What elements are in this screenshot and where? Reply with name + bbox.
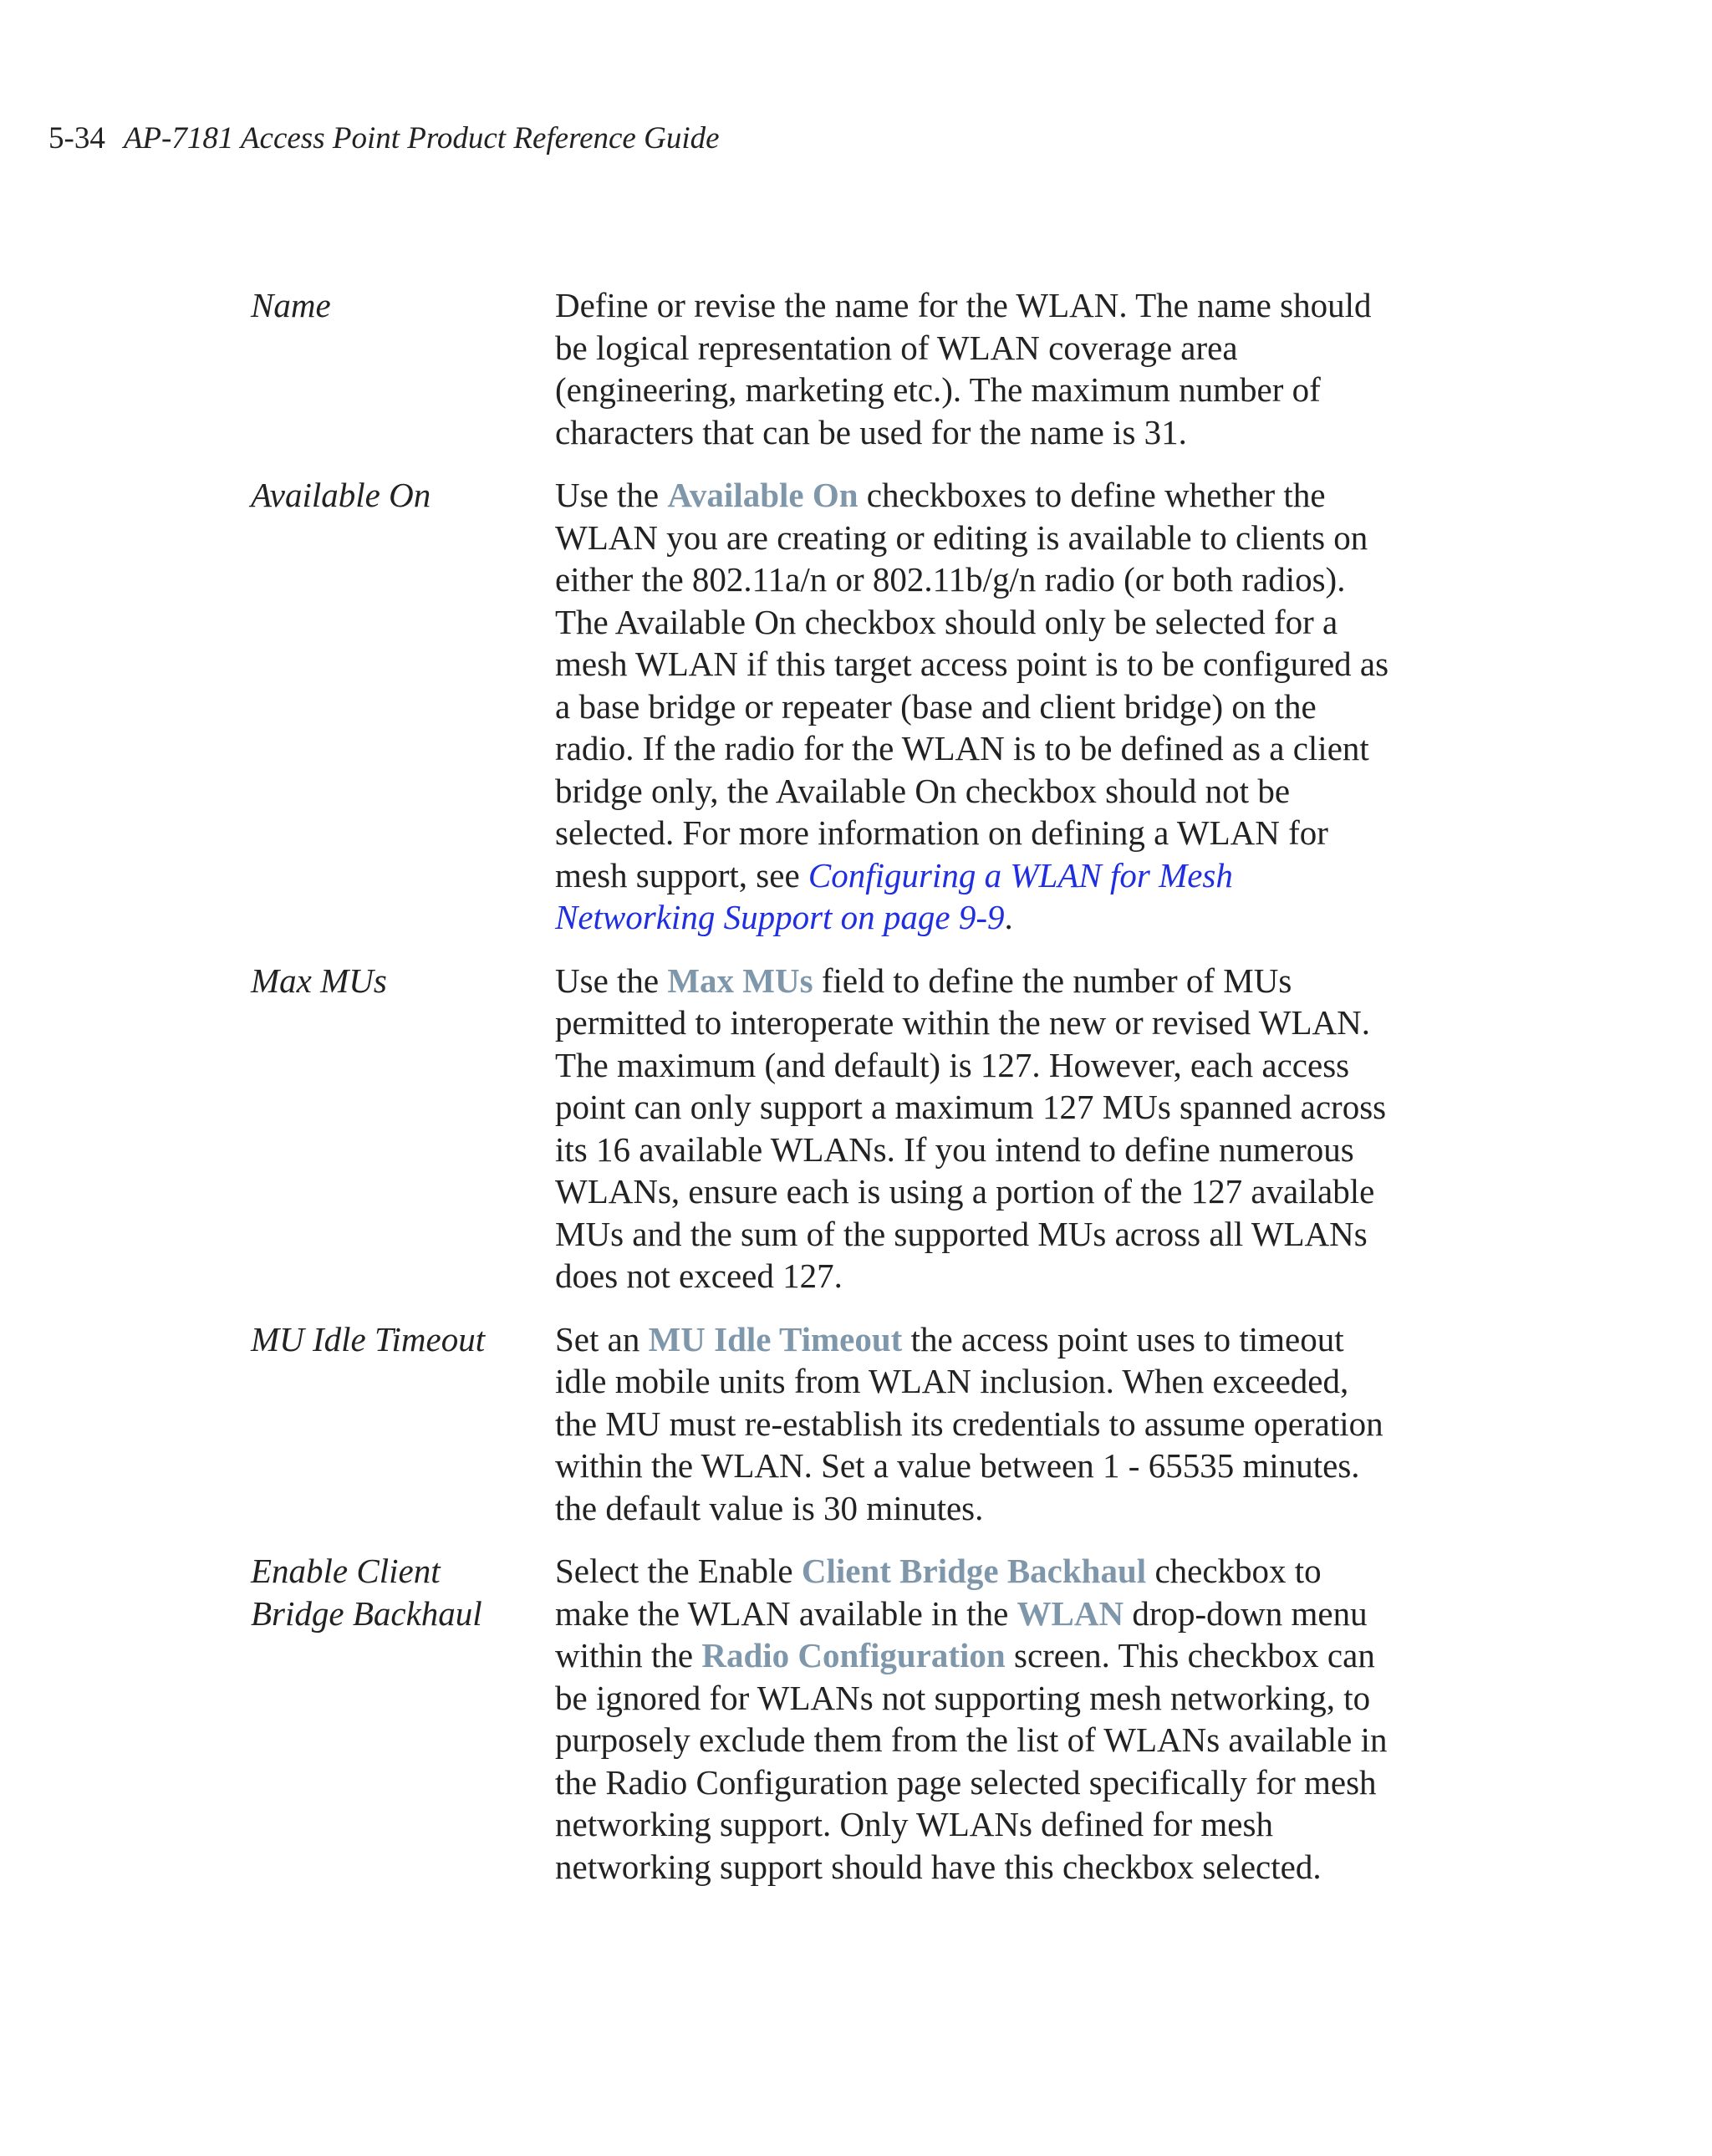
term-line: Available On [251, 476, 431, 514]
text-run: purposely exclude them from the list of WLANs available in [555, 1720, 1388, 1759]
text-run: field to define the number of MUs [813, 961, 1292, 1000]
term-label [251, 1318, 555, 1361]
page-number: 5-34 [48, 121, 105, 155]
description-line [555, 474, 1408, 517]
term-line: Name [251, 286, 331, 324]
text-run: WLAN you are creating or editing is available to clients on [555, 517, 1368, 557]
text-run: idle mobile units from WLAN inclusion. When exceeded, [555, 1362, 1349, 1400]
text-run: networking support should have this checkbox selected. [555, 1847, 1322, 1886]
cross-reference-link[interactable]: Networking Support on page 9-9 [555, 898, 1005, 936]
ui-keyword: Client Bridge Backhaul [801, 1552, 1147, 1590]
term-label [251, 284, 555, 327]
description-line [555, 896, 1408, 939]
text-run: networking support. Only WLANs defined for mesh [555, 1805, 1273, 1843]
description-line [555, 1213, 1408, 1256]
ui-keyword: Available On [667, 476, 859, 514]
text-run: bridge only, the Available On checkbox should not be [555, 771, 1291, 810]
text-run: does not exceed 127. [555, 1256, 843, 1295]
term-line: Enable Client [251, 1552, 441, 1590]
guide-title: AP-7181 Access Point Product Reference Guide [123, 121, 720, 155]
description-line [555, 558, 1408, 601]
definition-row [251, 284, 1421, 453]
text-run: point can only support a maximum 127 MUs spanned across [555, 1088, 1387, 1126]
text-run: Define or revise the name for the WLAN. The name should [555, 286, 1372, 324]
description-line [555, 1086, 1408, 1129]
term-line: MU Idle Timeout [251, 1319, 486, 1358]
description-line [555, 1719, 1408, 1761]
definition-row [251, 1550, 1421, 1888]
description-line [555, 1803, 1408, 1846]
description-line [555, 411, 1408, 454]
text-run: The Available On checkbox should only be selected for a [555, 602, 1338, 641]
text-run: WLANs, ensure each is using a portion of the 127 available [555, 1172, 1375, 1211]
text-run: be ignored for WLANs not supporting mesh networking, to [555, 1678, 1371, 1717]
description-line [555, 1550, 1408, 1593]
description-line [555, 1445, 1408, 1487]
text-run: make the WLAN available in the [555, 1593, 1017, 1633]
description-line [555, 1318, 1408, 1361]
description-line [555, 960, 1408, 1002]
description-line [555, 812, 1408, 854]
text-run: screen. This checkbox can [1005, 1636, 1375, 1674]
text-run: selected. For more information on defining a WLAN for [555, 813, 1328, 852]
text-run: (engineering, marketing etc.). The maximum number of [555, 370, 1321, 409]
text-run: the MU must re-establish its credentials to assume operation [555, 1404, 1383, 1443]
definition-row [251, 474, 1421, 939]
text-run: the access point uses to timeout [902, 1319, 1344, 1358]
description-line [555, 1170, 1408, 1213]
term-description [555, 1550, 1408, 1888]
ui-keyword: Radio Configuration [701, 1636, 1006, 1674]
text-run: mesh WLAN if this target access point is to be configured as [555, 645, 1389, 683]
term-line: Max MUs [251, 961, 387, 1000]
description-line [555, 1044, 1408, 1087]
description-line [555, 327, 1408, 370]
term-description [555, 960, 1408, 1297]
definition-row [251, 960, 1421, 1297]
description-line [555, 1846, 1408, 1888]
ui-keyword: Max MUs [667, 961, 813, 1000]
description-line [555, 686, 1408, 728]
description-line [555, 727, 1408, 770]
text-run: a base bridge or repeater (base and client bridge) on the [555, 686, 1317, 726]
term-label [251, 474, 555, 517]
text-run: within the [555, 1636, 702, 1674]
text-run: MUs and the sum of the supported MUs across all WLANs [555, 1214, 1368, 1253]
text-run: within the WLAN. Set a value between 1 - 65535 minutes. [555, 1446, 1360, 1485]
term-description [555, 1318, 1408, 1530]
description-line [555, 643, 1408, 686]
cross-reference-link[interactable]: Configuring a WLAN for Mesh [808, 855, 1233, 895]
description-line [555, 517, 1408, 559]
text-run: the default value is 30 minutes. [555, 1488, 984, 1527]
description-line [555, 284, 1408, 327]
description-line [555, 1360, 1408, 1403]
description-line [555, 854, 1408, 897]
text-run: The maximum (and default) is 127. However, each access [555, 1045, 1350, 1084]
text-run: Use the [555, 476, 668, 514]
text-run: Set an [555, 1319, 649, 1358]
term-line: Bridge Backhaul [251, 1593, 482, 1633]
text-run: either the 802.11a/n or 802.11b/g/n radio (or both radios). [555, 560, 1346, 599]
text-run: Select the Enable [555, 1552, 802, 1590]
text-run: checkbox to [1146, 1552, 1322, 1590]
text-run: drop-down menu [1124, 1593, 1368, 1633]
description-line [555, 1487, 1408, 1530]
text-run: mesh support, see [555, 855, 808, 895]
term-label [251, 1550, 555, 1634]
text-run: the Radio Configuration page selected specifically for mesh [555, 1762, 1377, 1802]
definition-table [251, 284, 1421, 1909]
term-label [251, 960, 555, 1002]
ui-keyword: WLAN [1016, 1593, 1124, 1633]
description-line [555, 1593, 1408, 1635]
description-line [555, 1403, 1408, 1445]
term-description [555, 474, 1408, 939]
description-line [555, 770, 1408, 813]
description-line [555, 1677, 1408, 1720]
text-run: permitted to interoperate within the new or revised WLAN. [555, 1003, 1370, 1042]
page-header [48, 115, 720, 161]
description-line [555, 1255, 1408, 1297]
ui-keyword: MU Idle Timeout [648, 1319, 903, 1358]
text-run: . [1004, 898, 1013, 936]
term-description [555, 284, 1408, 453]
description-line [555, 1002, 1408, 1044]
text-run: Use the [555, 961, 668, 1000]
description-line [555, 601, 1408, 644]
text-run: characters that can be used for the name is 31. [555, 412, 1187, 451]
text-run: radio. If the radio for the WLAN is to be defined as a client [555, 729, 1369, 767]
text-run: checkboxes to define whether the [858, 476, 1326, 514]
definition-row [251, 1318, 1421, 1530]
text-run: be logical representation of WLAN coverage area [555, 328, 1238, 367]
text-run: its 16 available WLANs. If you intend to define numerous [555, 1129, 1354, 1169]
description-line [555, 1129, 1408, 1171]
description-line [555, 1634, 1408, 1677]
description-line [555, 1761, 1408, 1804]
description-line [555, 369, 1408, 411]
